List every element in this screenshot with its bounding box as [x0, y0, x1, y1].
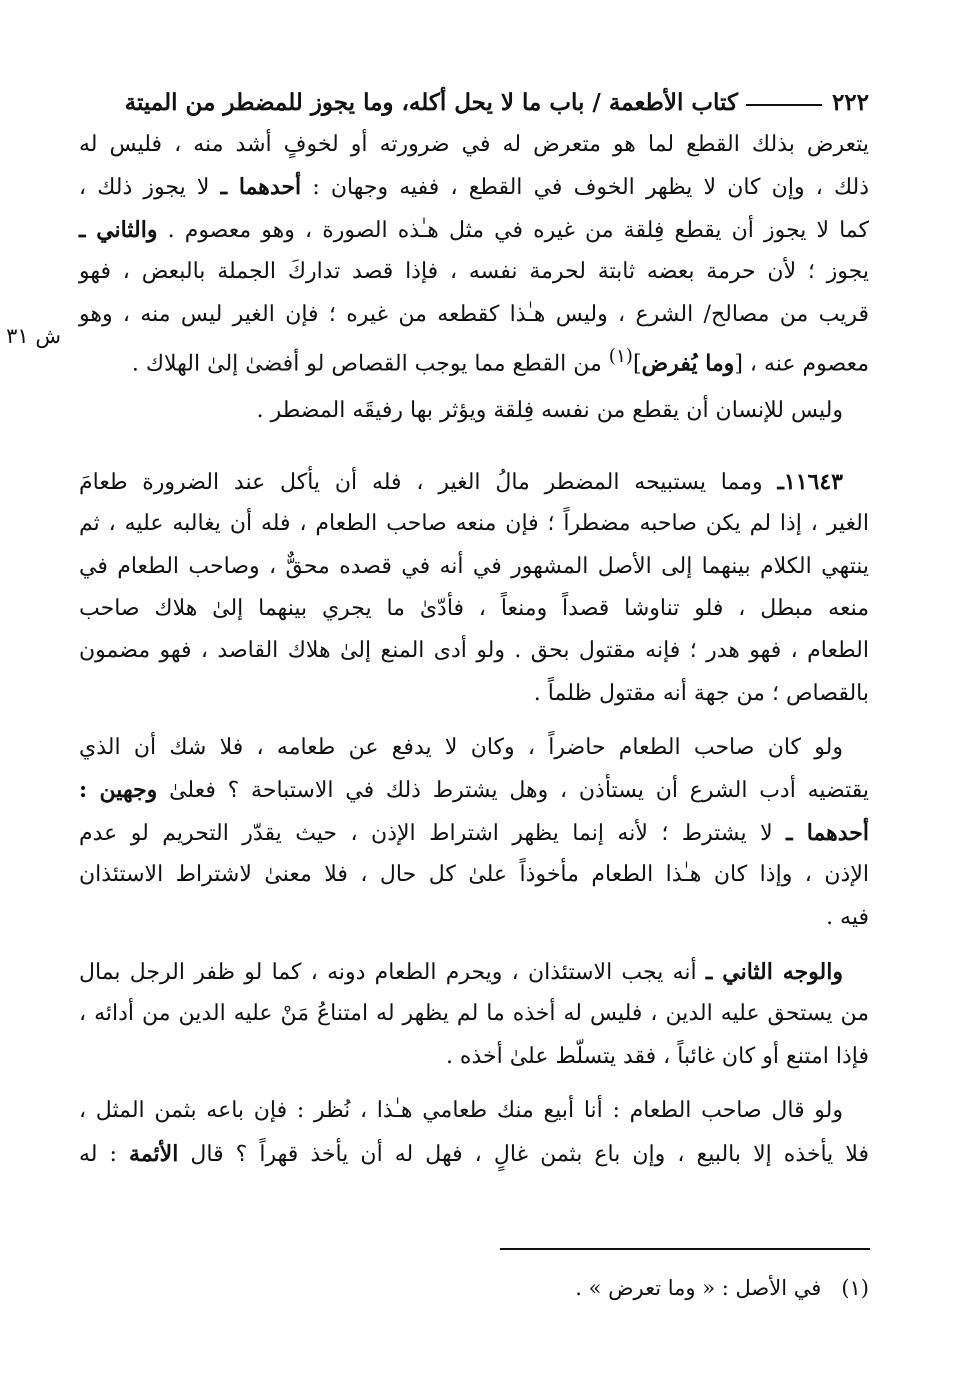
text-span: لا يجوز ذلك ، — [79, 175, 210, 201]
text-span: معصوم عنه ، [ — [734, 351, 869, 377]
text-span: يقتضيه أدب الشرع أن يستأذن ، وهل يشترط ذلك في الاستباحة ؟ فعلىٰ — [169, 778, 870, 804]
paragraph — [79, 124, 869, 378]
page-number: ٢٢٢ — [831, 89, 869, 116]
text-line — [79, 769, 869, 811]
header-rule — [746, 104, 822, 106]
bold-term: أحدهما ـ — [220, 174, 302, 201]
bold-term: وما يُفرض — [641, 350, 735, 377]
paragraph — [79, 727, 869, 939]
text-span: ومما يستبيحه المضطر مالُ الغير ، فله أن يأكل عند الضرورة طعامَ — [79, 469, 778, 495]
footnote-marker: (١) — [841, 1276, 869, 1300]
footnote-separator — [500, 1248, 870, 1250]
text-line — [79, 951, 869, 993]
text-span: من القطع مما يوجب القصاص لو أفضىٰ إلىٰ الهلاك . — [131, 351, 609, 377]
paragraph-number: ١١٦٤٣ـ — [777, 468, 843, 495]
bold-term: والثاني ـ — [79, 216, 158, 243]
text-span: : له — [79, 1141, 117, 1167]
text-line — [79, 461, 869, 503]
paragraph — [79, 390, 869, 432]
text-span: فلا يأخذه إلا بالبيع ، وإن باع بثمن غالٍ ، فهل له أن يأخذ قهراً ؟ قال — [190, 1141, 869, 1167]
text-line: ولو قال صاحب الطعام : أنا أبيع منك طعامي هـٰذا ، نُظر : فإن باعه بثمن المثل ، — [79, 1098, 843, 1124]
text-line — [79, 209, 869, 251]
manuscript-folio-note: ش ٣١ — [6, 324, 61, 348]
bold-term: الأئمة — [129, 1140, 179, 1167]
text-line: من يستحق عليه الدين ، فليس له أخذه ما لم يظهر له امتناعُ مَنْ عليه الدين من أدائه ، — [79, 1001, 869, 1027]
bold-term: والوجه الثاني ـ — [705, 959, 843, 986]
page-header — [79, 76, 869, 116]
text-line: الإذن ، وإذا كان هـٰذا الطعام مأخوذاً علىٰ كل حال ، فلا معنىٰ لاشتراط الاستئذان — [79, 862, 869, 888]
text-line: وليس للإنسان أن يقطع من نفسه فِلقة ويؤثر بها رفيقَه المضطر . — [256, 398, 843, 424]
text-line — [79, 166, 869, 208]
text-line: منعه مبطل ، فلو تناوشا قصداً ومنعاً ، فأدّىٰ ما يجري بينهما إلىٰ هلاك صاحب — [79, 595, 869, 621]
footnote-ref: (١) — [608, 345, 633, 367]
text-line: الطعام ، فهو هدر ؛ فإنه مقتول بحق . ولو أدى المنع إلىٰ هلاك القاصد ، فهو مضمون — [79, 638, 869, 664]
text-line: ولو كان صاحب الطعام حاضراً ، وكان لا يدفع عن طعامه ، فلا شك أن الذي — [79, 735, 843, 761]
text-line — [79, 1133, 869, 1175]
text-span: أنه يجب الاستئذان ، ويحرم الطعام دونه ، كما لو ظفر الرجل بمال — [79, 960, 697, 986]
text-line — [79, 812, 869, 854]
text-span: لا يشترط ؛ لأنه إنما يظهر اشتراط الإذن ، حيث يقدّر التحريم لو عدم — [79, 820, 773, 846]
footnote — [79, 1276, 869, 1300]
bold-term: وجهين : — [79, 777, 158, 804]
paragraph — [79, 1090, 869, 1175]
text-line: فإذا امتنع أو كان غائباً ، فقد يتسلّط علىٰ أخذه . — [445, 1043, 869, 1069]
paragraph — [79, 461, 869, 715]
text-line: يتعرض بذلك القطع لما هو متعرض له في ضرورته أو لخوفٍ أشد منه ، فليس له — [79, 132, 869, 157]
text-line: ينتهي الكلام بينهما إلى الأصل المشهور في أنه في قصده محقٌّ ، وصاحب الطعام في — [79, 553, 869, 579]
text-span: ] — [632, 351, 642, 377]
text-line: الغير ، إذا لم يكن صاحبه مضطراً ؛ فإن منعه صاحب الطعام ، فله أن يغالبه عليه ، ثم — [79, 511, 869, 537]
main-text — [79, 124, 869, 1175]
text-line — [79, 336, 869, 378]
paragraph — [79, 951, 869, 1078]
text-line: فيه . — [826, 904, 869, 930]
text-line: يجوز ؛ لأن حرمة بعضه ثابتة لحرمة نفسه ، فإذا قصد تداركَ الجملة بالبعض ، فهو — [79, 259, 870, 285]
text-span: ذلك ، وإن كان لا يظهر الخوف في القطع ، ففيه وجهان : — [312, 175, 870, 201]
footnote-text: في الأصل : « وما تعرض » . — [575, 1276, 822, 1300]
text-line: قريب من مصالح/ الشرع ، وليس هـٰذا كقطعه من غيره ؛ فإن الغير ليس منه ، وهو — [79, 301, 869, 327]
text-span: كما لا يجوز أن يقطع فِلقة من غيره في مثل هـٰذه الصورة ، وهو معصوم . — [167, 217, 869, 243]
running-title: كتاب الأطعمة / باب ما لا يحل أكله، وما يجوز للمضطر من الميتة — [124, 89, 738, 116]
text-line: بالقصاص ؛ من جهة أنه مقتول ظلماً . — [533, 680, 869, 706]
bold-term: أحدهما ـ — [786, 819, 869, 846]
